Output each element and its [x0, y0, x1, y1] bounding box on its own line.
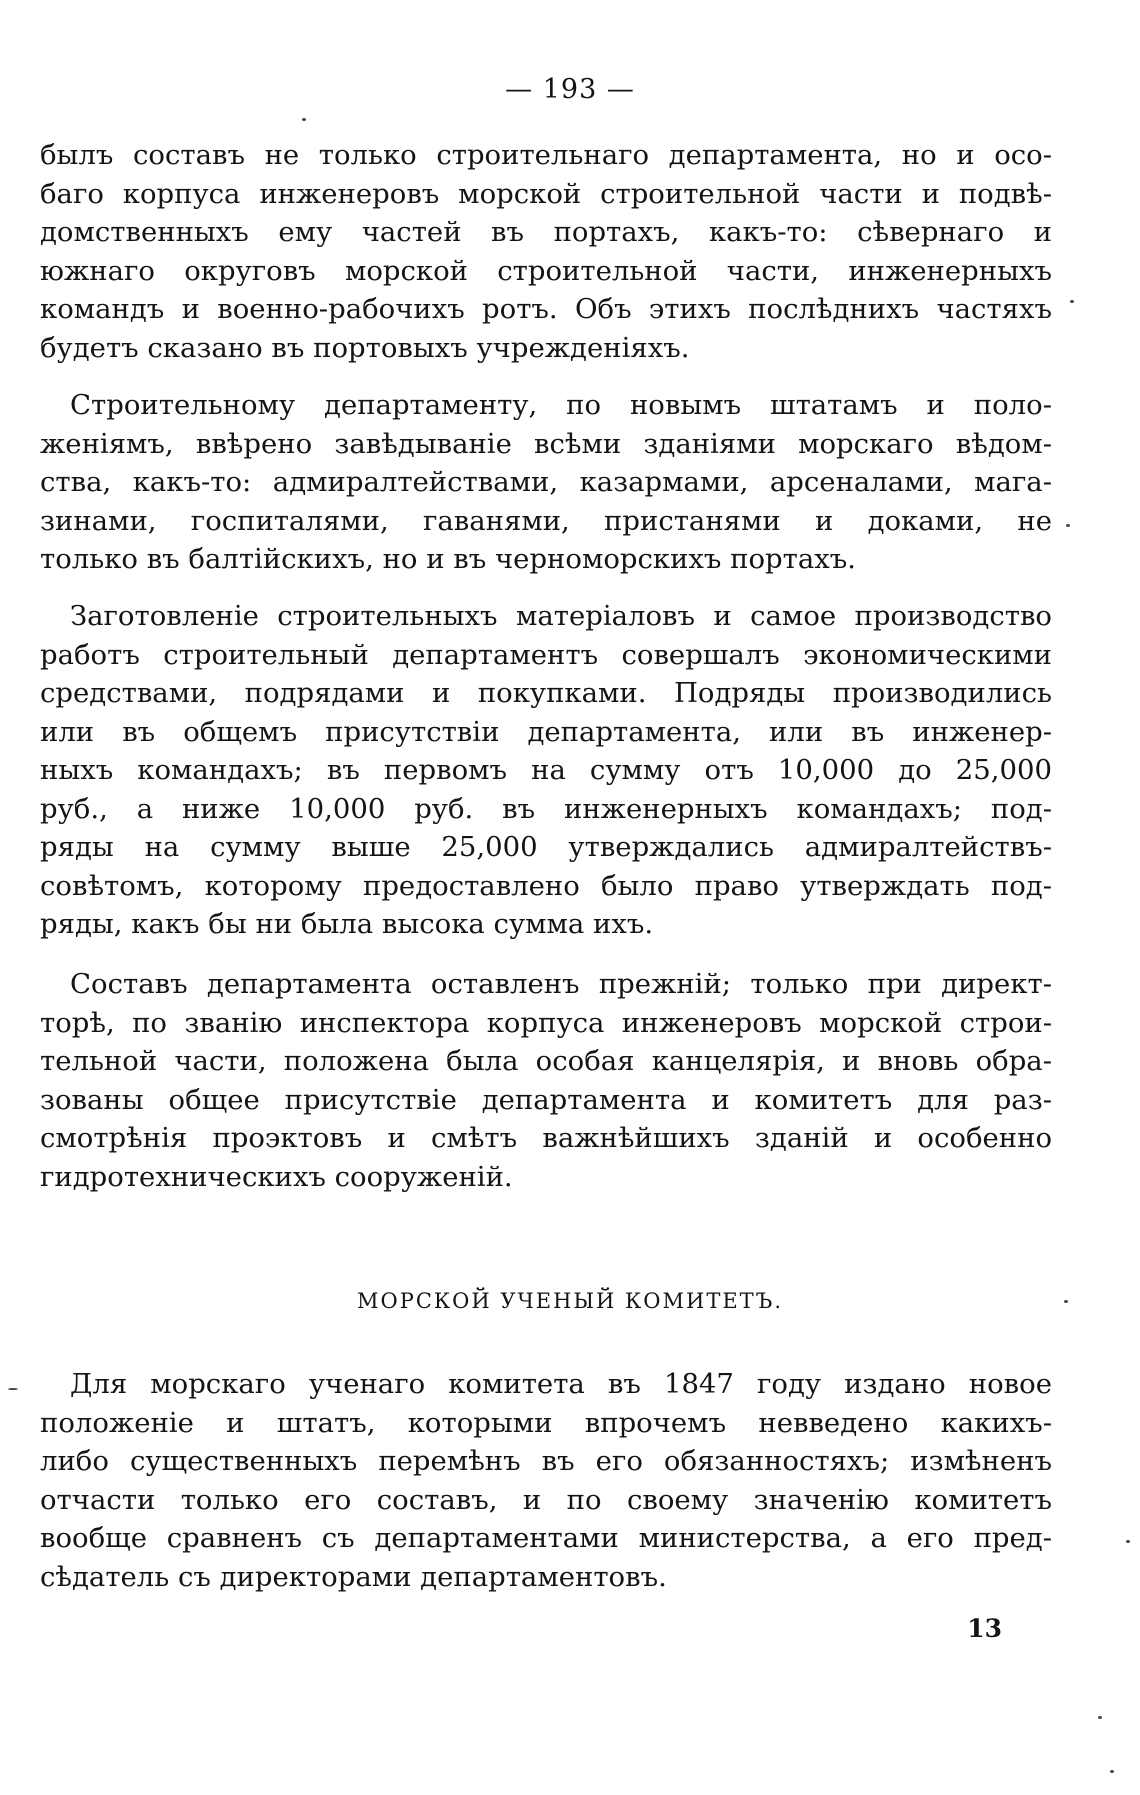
text-line: Заготовленіе строительныхъ матеріаловъ и самое производство [70, 600, 1052, 632]
text-line: сѣдатель съ директорами департаментовъ. [40, 1560, 667, 1593]
text-line: ряды, какъ бы ни была высока сумма ихъ. [40, 908, 654, 940]
text-line: средствами, подрядами и покупками. Подряды производились [40, 677, 1052, 709]
signature-mark: 13 [967, 1614, 1002, 1643]
text-line: тельной части, положена была особая канцелярія, и вновь обра- [40, 1045, 1052, 1077]
section-heading: МОРСКОЙ УЧЕНЫЙ КОМИТЕТЪ. [356, 1289, 784, 1313]
paragraph-1 [40, 136, 1052, 367]
text-line: или въ общемъ присутствіи департамента, или въ инженер- [40, 715, 1052, 748]
scan-speck [1098, 1716, 1102, 1719]
text-line: Строительному департаменту, по новымъ штатамъ и поло- [70, 389, 1052, 421]
text-line: отчасти только его составъ, и по своему значенію комитетъ [40, 1483, 1052, 1516]
text-line: торѣ, по званію инспектора корпуса инженеровъ морской строи- [40, 1006, 1052, 1039]
scan-speck [1064, 1300, 1068, 1303]
text-line: положеніе и штатъ, которыми впрочемъ невведено какихъ- [40, 1406, 1052, 1439]
text-line: женіямъ, ввѣрено завѣдываніе всѣми зданіями морскаго вѣдом- [40, 427, 1052, 460]
text-line: зинами, госпиталями, гаванями, пристанями и доками, не [40, 504, 1052, 537]
text-line: ряды на сумму выше 25,000 утверждались адмиралтействъ- [40, 831, 1052, 863]
text-line: гидротехническихъ сооруженій. [40, 1160, 513, 1193]
text-line: баго корпуса инженеровъ морской строительной части и подвѣ- [40, 177, 1052, 210]
text-line: либо существенныхъ перемѣнъ въ его обязанностяхъ; измѣненъ [40, 1445, 1052, 1477]
text-line: ныхъ командахъ; въ первомъ на сумму отъ 10,000 до 25,000 [40, 754, 1052, 786]
paragraph-4 [40, 965, 1052, 1196]
scan-speck [302, 118, 306, 121]
paragraph-2 [40, 386, 1052, 579]
scan-speck [8, 1388, 18, 1390]
text-line: Составъ департамента оставленъ прежній; только при директ- [70, 968, 1052, 1000]
text-line: смотрѣнія проэктовъ и смѣтъ важнѣйшихъ зданій и особенно [40, 1122, 1052, 1154]
scan-speck [1070, 300, 1074, 303]
scan-speck [1110, 1770, 1114, 1773]
section-paragraph [40, 1365, 1052, 1596]
text-line: совѣтомъ, которому предоставлено было право утверждать под- [40, 869, 1052, 902]
scan-speck [1126, 1540, 1130, 1543]
text-line: южнаго округовъ морской строительной части, инженерныхъ [40, 254, 1052, 287]
text-line: зованы общее присутствіе департамента и комитетъ для раз- [40, 1083, 1052, 1116]
text-line: командъ и военно-рабочихъ ротъ. Объ этихъ послѣднихъ частяхъ [40, 293, 1052, 325]
scan-speck [1066, 524, 1070, 527]
text-line: Для морскаго ученаго комитета въ 1847 году издано новое [70, 1368, 1052, 1400]
text-line: домственныхъ ему частей въ портахъ, какъ-то: сѣвернаго и [40, 216, 1052, 248]
text-line: былъ составъ не только строительнаго департамента, но и осо- [40, 139, 1052, 171]
text-line: руб., а ниже 10,000 руб. въ инженерныхъ командахъ; под- [40, 792, 1052, 825]
page-number: — 193 — [505, 74, 635, 105]
text-line: вообще сравненъ съ департаментами министерства, а его пред- [40, 1522, 1052, 1554]
text-line: будетъ сказано въ портовыхъ учрежденіяхъ. [40, 331, 690, 364]
text-line: работъ строительный департаментъ совершалъ экономическими [40, 638, 1052, 671]
paragraph-3 [40, 597, 1052, 944]
text-line: только въ балтійскихъ, но и въ черноморскихъ портахъ. [40, 543, 857, 575]
text-line: ства, какъ-то: адмиралтействами, казармами, арсеналами, мага- [40, 466, 1052, 498]
